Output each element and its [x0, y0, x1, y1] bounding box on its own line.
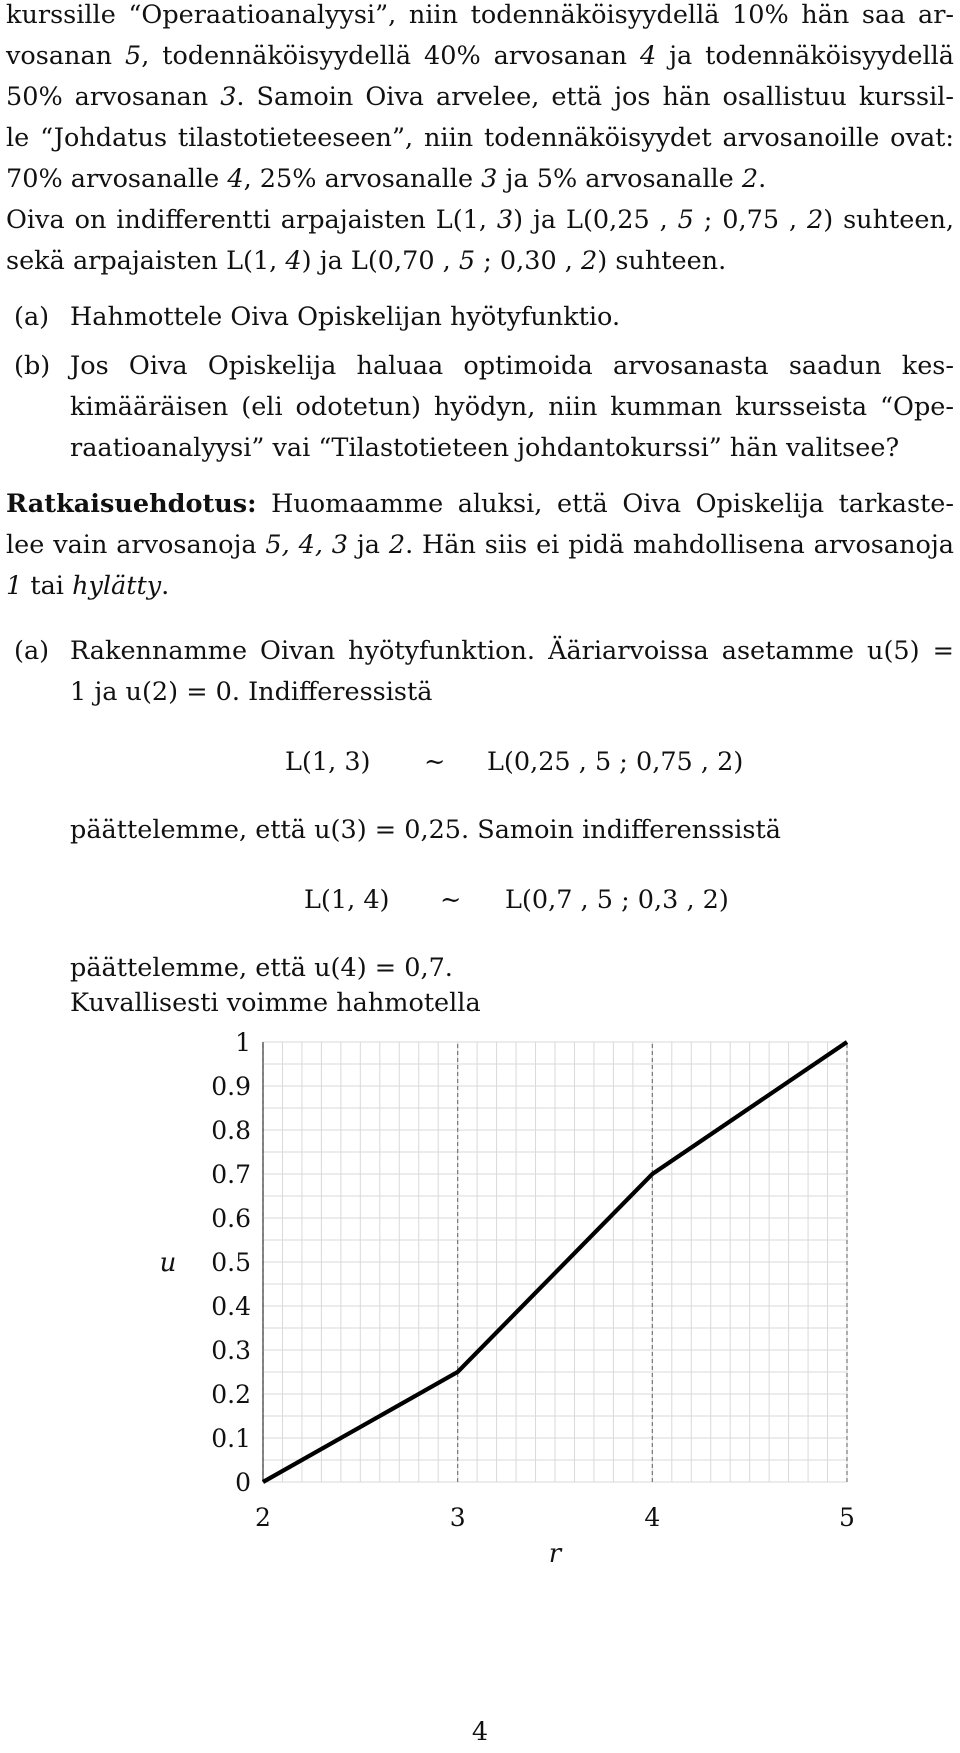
x-tick-label: 5: [839, 1503, 855, 1532]
y-tick-label: 1: [235, 1030, 251, 1057]
equation-left: L(1, 3): [285, 747, 371, 777]
solution-paragraph: [6, 484, 954, 607]
y-tick-label: 0.2: [211, 1380, 251, 1409]
equation-right: L(0,25 , 5 ; 0,75 , 2): [487, 747, 744, 777]
text-line: sekä arpajaisten L(1, 4) ja L(0,70 , 5 ; 0,30 , 2) suhteen.: [6, 246, 727, 276]
text-line: lee vain arvosanoja 5, 4, 3 ja 2. Hän siis ei pidä mahdollisena arvosanoja: [6, 530, 954, 560]
y-tick-label: 0.5: [211, 1248, 251, 1277]
solution-a: [6, 631, 954, 713]
text-line: 50% arvosanan 3. Samoin Oiva arvelee, että jos hän osallistuu kurssil-: [6, 82, 954, 112]
y-tick-label: 0.9: [211, 1072, 251, 1101]
y-tick-label: 0.8: [211, 1116, 251, 1145]
x-tick-label: 4: [644, 1503, 661, 1532]
question-label: (b): [14, 351, 51, 381]
question-list: [6, 297, 954, 469]
y-tick-label: 0.4: [211, 1292, 251, 1321]
indifference-paragraph: [6, 200, 954, 282]
text-line: 70% arvosanalle 4, 25% arvosanalle 3 ja 5% arvosanalle 2.: [6, 164, 767, 194]
y-tick-label: 0.6: [211, 1204, 251, 1233]
equation-right: L(0,7 , 5 ; 0,3 , 2): [505, 885, 729, 915]
y-tick-label: 0.7: [211, 1160, 251, 1189]
y-tick-label: 0.1: [211, 1424, 251, 1453]
text-line: päättelemme, että u(3) = 0,25. Samoin indifferenssistä: [70, 815, 781, 845]
intro-paragraph: [6, 0, 954, 200]
y-tick-label: 0: [235, 1468, 251, 1497]
equation-sim: ∼: [424, 747, 446, 777]
x-tick-label: 3: [449, 1503, 466, 1532]
text-line: 1 tai hylätty.: [6, 571, 170, 601]
solution-label: (a): [14, 636, 50, 666]
question-a: [6, 297, 954, 338]
y-axis-label: u: [159, 1248, 177, 1278]
question-b: [6, 346, 954, 469]
equation-left: L(1, 4): [304, 885, 390, 915]
y-tick-label: 0.3: [211, 1336, 251, 1365]
utility-chart: [150, 1030, 870, 1590]
x-axis-label: r: [548, 1539, 562, 1569]
page-number: 4: [471, 1717, 489, 1747]
chart-labels: [160, 1030, 855, 1569]
text-line: kimääräisen (eli odotetun) hyödyn, niin kumman kursseista “Ope-: [70, 392, 954, 422]
text-line: Kuvallisesti voimme hahmotella: [70, 988, 481, 1018]
text-line: Rakennamme Oivan hyötyfunktion. Ääriarvoissa asetamme u(5) =: [70, 636, 954, 666]
text-line: päättelemme, että u(4) = 0,7.: [70, 953, 453, 983]
x-tick-label: 2: [255, 1503, 271, 1532]
text-line: kurssille “Operaatioanalyysi”, niin todennäköisyydellä 10% hän saa ar-: [6, 0, 954, 30]
question-label: (a): [14, 302, 50, 332]
text-line: raatioanalyysi” vai “Tilastotieteen johdantokurssi” hän valitsee?: [70, 433, 900, 463]
text-line: le “Johdatus tilastotieteeseen”, niin todennäköisyydet arvosanoille ovat:: [6, 123, 954, 153]
text-line: vosanan 5, todennäköisyydellä 40% arvosanan 4 ja todennäköisyydellä: [6, 41, 955, 71]
text-line: Ratkaisuehdotus: Huomaamme aluksi, että Oiva Opiskelija tarkaste-: [6, 489, 954, 519]
text-line: 1 ja u(2) = 0. Indifferessistä: [70, 677, 433, 707]
text-line: Jos Oiva Opiskelija haluaa optimoida arvosanasta saadun kes-: [70, 351, 954, 381]
chart-grid: [263, 1042, 847, 1482]
equation-sim: ∼: [440, 885, 462, 915]
solution-heading: Ratkaisuehdotus:: [6, 489, 257, 519]
text-line: Hahmottele Oiva Opiskelijan hyötyfunktio.: [70, 302, 621, 332]
text-line: Oiva on indifferentti arpajaisten L(1, 3) ja L(0,25 , 5 ; 0,75 , 2) suhteen,: [6, 205, 954, 235]
